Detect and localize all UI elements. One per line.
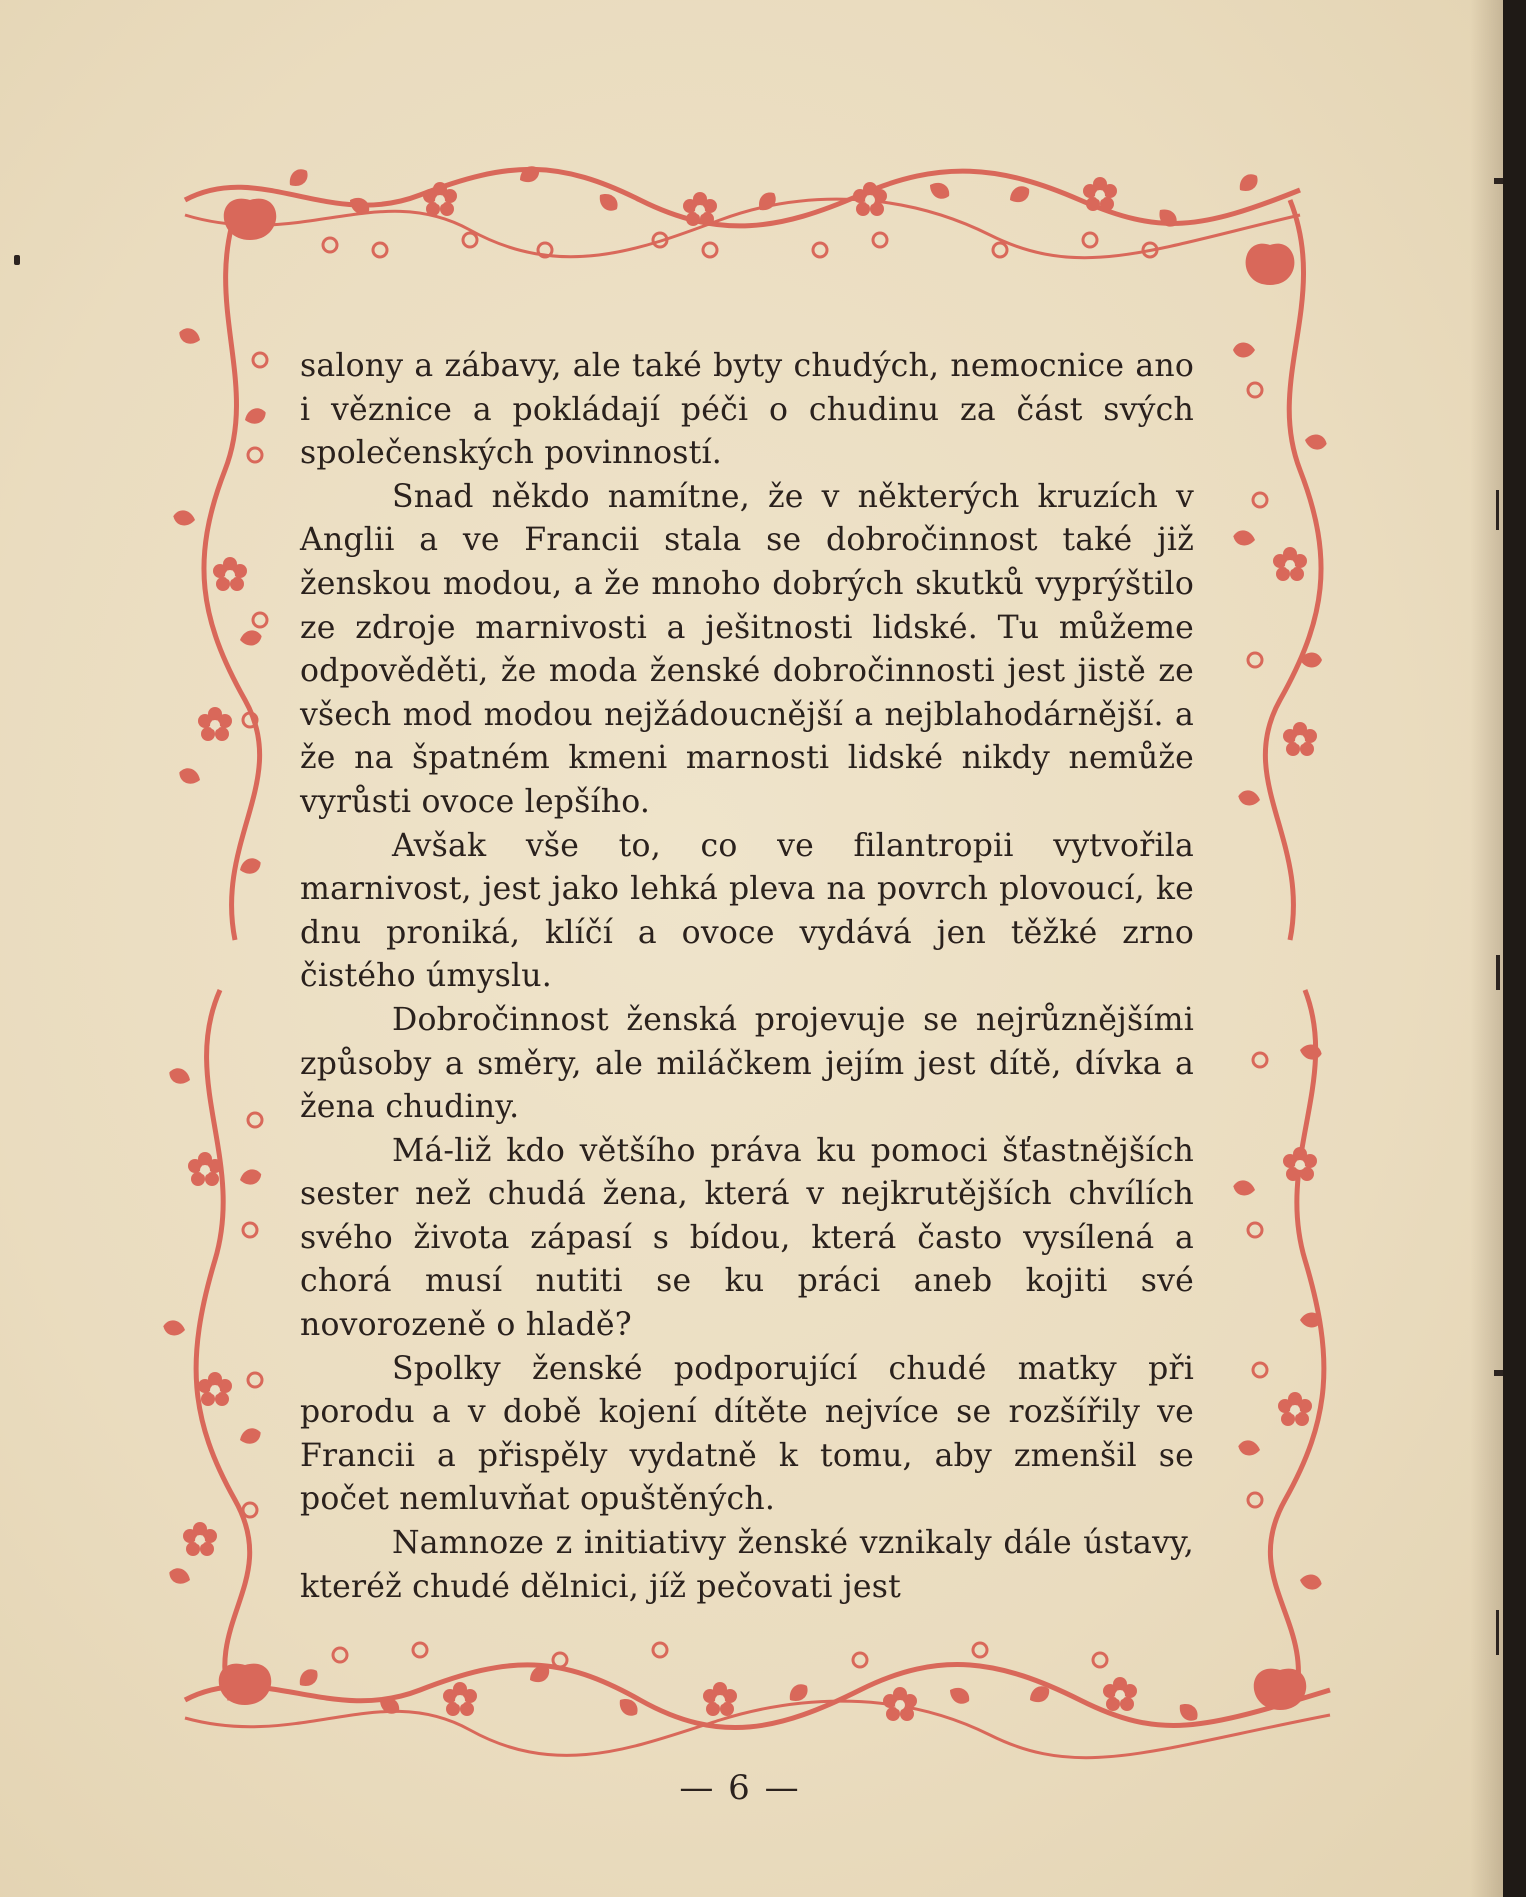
- right-rings: [1248, 383, 1267, 1507]
- bottom-rings: [333, 1643, 1107, 1667]
- paragraph-2: Snad někdo namítne, že v některých kruzích v Anglii a ve Francii stala se dobročinnost také již ženskou modou, a že mnoho dobrých skutků vyprýštilo ze zdroje marnivosti a ješitnosti lidské. Tu můžeme odpověděti, že moda ženské dobročinnosti jest jistě ze všech mod modou nejžádoucnější a nejblahodárnější. a že na špatném kmeni marnosti lidské nikdy nemůže vyrůsti ovoce lepšího.: [300, 478, 1194, 820]
- left-rings: [243, 353, 267, 1517]
- margin-ticks: [1490, 0, 1504, 1897]
- paragraph-7: Namnoze z initiativy ženské vznikaly dále ústavy, kteréž chudé dělnici, jíž pečovati jest: [300, 1525, 1194, 1605]
- body-text: [300, 345, 1194, 1615]
- paragraph-3: Avšak vše to, co ve filantropii vytvořila marnivost, jest jako lehká pleva na povrch plovoucí, ke dnu proniká, klíčí a ovoce vydává jen těžké zrno čistého úmyslu.: [300, 827, 1194, 995]
- paragraph-5: Má-liž kdo většího práva ku pomoci šťastnějších sester než chudá žena, která v nejkrutějších chvílích svého života zápasí s bídou, která často vysílená a chorá musí nutiti se ku práci aneb kojiti své novorozeně o hladě?: [300, 1132, 1194, 1344]
- top-rings: [323, 233, 1157, 257]
- paragraph-1: salony a zábavy, ale také byty chudých, nemocnice ano i věznice a pokládají péči o chudinu za část svých společenských povinností.: [300, 348, 1194, 472]
- paragraph-6: Spolky ženské podporující chudé matky při porodu a v době kojení dítěte nejvíce se rozšířily ve Francii a přispěly vydatně k tomu, aby zmenšil se počet nemluvňat opuštěných.: [300, 1350, 1194, 1518]
- paragraph-4: Dobročinnost ženská projevuje se nejrůznějšími způsoby a směry, ale miláčkem jejím jest dítě, dívka a žena chudiny.: [300, 1001, 1194, 1126]
- right-flowers: [1273, 547, 1317, 1426]
- binding-mark: [14, 255, 20, 265]
- page-number: — 6 —: [679, 1768, 801, 1808]
- left-flowers: [183, 557, 247, 1556]
- scan-edge: [1503, 0, 1526, 1897]
